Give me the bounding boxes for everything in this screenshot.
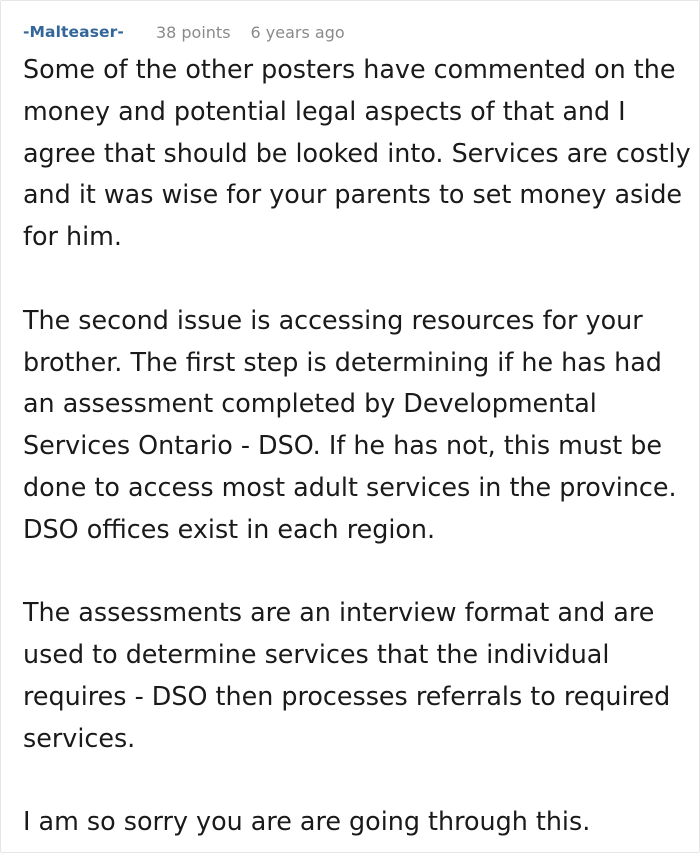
comment-timestamp: 6 years ago [250, 22, 345, 42]
comment-meta [23, 21, 345, 43]
comment-body [23, 49, 695, 843]
comment-author-link[interactable]: -Malteaser- [23, 23, 124, 41]
comment-paragraph: The second issue is accessing resources for your brother. The first step is determining if he has had an assessment completed by Developmental Services Ontario - DSO. If he has not, this must be done to access most adult services in the province. DSO offices exist in each region. [23, 304, 677, 544]
comment-paragraph: Some of the other posters have commented on the money and potential legal aspects of that and I agree that should be looked into. Services are costly and it was wise for your parents to set money aside for him. [23, 54, 691, 252]
comment-paragraph: I am so sorry you are are going through this. [23, 806, 591, 837]
comment-paragraph: The assessments are an interview format and are used to determine services that the individual requires - DSO then processes referrals to required services. [23, 597, 671, 753]
comment-points: 38 points [155, 22, 231, 42]
